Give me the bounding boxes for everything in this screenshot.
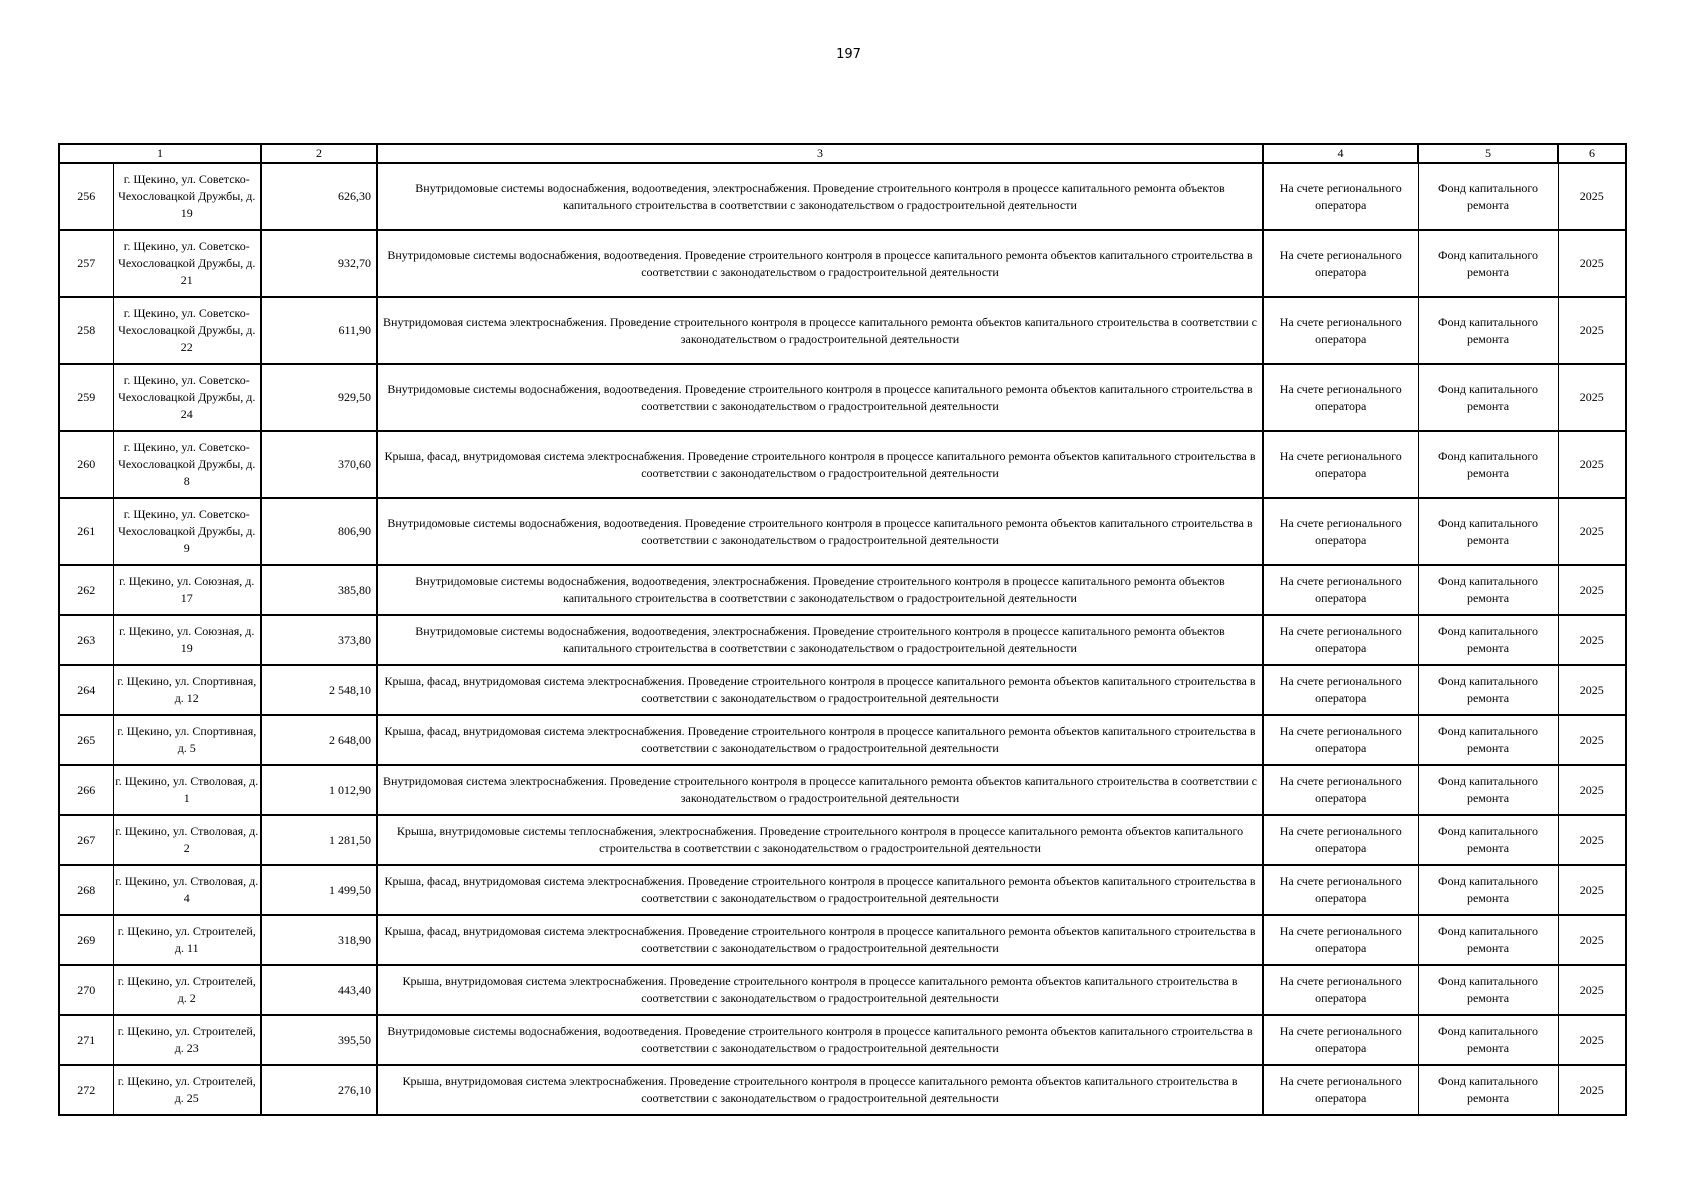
area-cell: 370,60 — [261, 431, 377, 498]
row-number: 262 — [59, 565, 113, 615]
account-cell: На счете регионального оператора — [1263, 615, 1418, 665]
area-cell: 1 499,50 — [261, 865, 377, 915]
year-cell: 2025 — [1558, 615, 1626, 665]
year-cell: 2025 — [1558, 431, 1626, 498]
year-cell: 2025 — [1558, 915, 1626, 965]
area-cell: 929,50 — [261, 364, 377, 431]
address-cell: г. Щекино, ул. Стволовая, д. 1 — [113, 765, 261, 815]
account-cell: На счете регионального оператора — [1263, 965, 1418, 1015]
row-number: 265 — [59, 715, 113, 765]
table-row — [59, 965, 1626, 1015]
table-row — [59, 297, 1626, 364]
area-cell: 806,90 — [261, 498, 377, 565]
table-row — [59, 1015, 1626, 1065]
column-number-row — [59, 144, 1626, 163]
area-cell: 626,30 — [261, 163, 377, 230]
table-row — [59, 364, 1626, 431]
area-cell: 318,90 — [261, 915, 377, 965]
address-cell: г. Щекино, ул. Спортивная, д. 12 — [113, 665, 261, 715]
account-cell: На счете регионального оператора — [1263, 1065, 1418, 1115]
works-description-cell: Крыша, фасад, внутридомовая система электроснабжения. Проведение строительного контроля в процессе капитального ремонта объектов капитального строительства в соответствии с законодательством о градостроительной деятельности — [377, 865, 1263, 915]
row-number: 258 — [59, 297, 113, 364]
works-description-cell: Крыша, фасад, внутридомовая система электроснабжения. Проведение строительного контроля в процессе капитального ремонта объектов капитального строительства в соответствии с законодательством о градостроительной деятельности — [377, 715, 1263, 765]
works-description-cell: Крыша, внутридомовая система электроснабжения. Проведение строительного контроля в процессе капитального ремонта объектов капитального строительства в соответствии с законодательством о градостроительной деятельности — [377, 965, 1263, 1015]
funding-source-cell: Фонд капитального ремонта — [1418, 915, 1558, 965]
area-cell: 373,80 — [261, 615, 377, 665]
year-cell: 2025 — [1558, 1065, 1626, 1115]
table-row — [59, 230, 1626, 297]
funding-source-cell: Фонд капитального ремонта — [1418, 1015, 1558, 1065]
row-number: 271 — [59, 1015, 113, 1065]
table-row — [59, 431, 1626, 498]
year-cell: 2025 — [1558, 364, 1626, 431]
column-number-header: 3 — [377, 144, 1263, 163]
row-number: 264 — [59, 665, 113, 715]
column-number-header: 6 — [1558, 144, 1626, 163]
works-description-cell: Крыша, фасад, внутридомовая система электроснабжения. Проведение строительного контроля в процессе капитального ремонта объектов капитального строительства в соответствии с законодательством о градостроительной деятельности — [377, 915, 1263, 965]
year-cell: 2025 — [1558, 565, 1626, 615]
address-cell: г. Щекино, ул. Строителей, д. 23 — [113, 1015, 261, 1065]
row-number: 256 — [59, 163, 113, 230]
row-number: 257 — [59, 230, 113, 297]
table-row — [59, 498, 1626, 565]
row-number: 263 — [59, 615, 113, 665]
row-number: 267 — [59, 815, 113, 865]
funding-source-cell: Фонд капитального ремонта — [1418, 965, 1558, 1015]
funding-source-cell: Фонд капитального ремонта — [1418, 1065, 1558, 1115]
area-cell: 932,70 — [261, 230, 377, 297]
funding-source-cell: Фонд капитального ремонта — [1418, 230, 1558, 297]
address-cell: г. Щекино, ул. Союзная, д. 19 — [113, 615, 261, 665]
area-cell: 385,80 — [261, 565, 377, 615]
address-cell: г. Щекино, ул. Советско-Чехословацкой Дружбы, д. 24 — [113, 364, 261, 431]
funding-source-cell: Фонд капитального ремонта — [1418, 665, 1558, 715]
area-cell: 611,90 — [261, 297, 377, 364]
table-row — [59, 1065, 1626, 1115]
account-cell: На счете регионального оператора — [1263, 364, 1418, 431]
address-cell: г. Щекино, ул. Спортивная, д. 5 — [113, 715, 261, 765]
works-description-cell: Крыша, внутридомовая система электроснабжения. Проведение строительного контроля в процессе капитального ремонта объектов капитального строительства в соответствии с законодательством о градостроительной деятельности — [377, 1065, 1263, 1115]
area-cell: 1 281,50 — [261, 815, 377, 865]
works-description-cell: Внутридомовая система электроснабжения. Проведение строительного контроля в процессе капитального ремонта объектов капитального строительства в соответствии с законодательством о градостроительной деятельности — [377, 297, 1263, 364]
table-row — [59, 765, 1626, 815]
account-cell: На счете регионального оператора — [1263, 565, 1418, 615]
table-row — [59, 865, 1626, 915]
area-cell: 2 548,10 — [261, 665, 377, 715]
funding-source-cell: Фонд капитального ремонта — [1418, 431, 1558, 498]
row-number: 268 — [59, 865, 113, 915]
funding-source-cell: Фонд капитального ремонта — [1418, 615, 1558, 665]
account-cell: На счете регионального оператора — [1263, 431, 1418, 498]
column-number-header: 2 — [261, 144, 377, 163]
year-cell: 2025 — [1558, 815, 1626, 865]
page-number: 197 — [836, 47, 861, 62]
funding-source-cell: Фонд капитального ремонта — [1418, 163, 1558, 230]
area-cell: 443,40 — [261, 965, 377, 1015]
works-description-cell: Внутридомовые системы водоснабжения, водоотведения. Проведение строительного контроля в процессе капитального ремонта объектов капитального строительства в соответствии с законодательством о градостроительной деятельности — [377, 364, 1263, 431]
works-description-cell: Крыша, фасад, внутридомовая система электроснабжения. Проведение строительного контроля в процессе капитального ремонта объектов капитального строительства в соответствии с законодательством о градостроительной деятельности — [377, 665, 1263, 715]
works-description-cell: Внутридомовые системы водоснабжения, водоотведения, электроснабжения. Проведение строительного контроля в процессе капитального ремонта объектов капитального строительства в соответствии с законодательством о градостроительной деятельности — [377, 163, 1263, 230]
address-cell: г. Щекино, ул. Союзная, д. 17 — [113, 565, 261, 615]
row-number: 259 — [59, 364, 113, 431]
row-number: 269 — [59, 915, 113, 965]
year-cell: 2025 — [1558, 965, 1626, 1015]
account-cell: На счете регионального оператора — [1263, 915, 1418, 965]
column-number-header: 4 — [1263, 144, 1418, 163]
table-row — [59, 565, 1626, 615]
account-cell: На счете регионального оператора — [1263, 715, 1418, 765]
works-description-cell: Внутридомовые системы водоснабжения, водоотведения. Проведение строительного контроля в процессе капитального ремонта объектов капитального строительства в соответствии с законодательством о градостроительной деятельности — [377, 1015, 1263, 1065]
address-cell: г. Щекино, ул. Советско-Чехословацкой Дружбы, д. 9 — [113, 498, 261, 565]
table-body — [59, 163, 1626, 1115]
address-cell: г. Щекино, ул. Стволовая, д. 2 — [113, 815, 261, 865]
works-description-cell: Внутридомовые системы водоснабжения, водоотведения, электроснабжения. Проведение строительного контроля в процессе капитального ремонта объектов капитального строительства в соответствии с законодательством о градостроительной деятельности — [377, 565, 1263, 615]
area-cell: 1 012,90 — [261, 765, 377, 815]
year-cell: 2025 — [1558, 765, 1626, 815]
year-cell: 2025 — [1558, 865, 1626, 915]
account-cell: На счете регионального оператора — [1263, 498, 1418, 565]
address-cell: г. Щекино, ул. Строителей, д. 11 — [113, 915, 261, 965]
account-cell: На счете регионального оператора — [1263, 230, 1418, 297]
funding-source-cell: Фонд капитального ремонта — [1418, 715, 1558, 765]
address-cell: г. Щекино, ул. Советско-Чехословацкой Дружбы, д. 21 — [113, 230, 261, 297]
account-cell: На счете регионального оператора — [1263, 297, 1418, 364]
year-cell: 2025 — [1558, 665, 1626, 715]
funding-source-cell: Фонд капитального ремонта — [1418, 865, 1558, 915]
address-cell: г. Щекино, ул. Советско-Чехословацкой Дружбы, д. 8 — [113, 431, 261, 498]
table-row — [59, 665, 1626, 715]
account-cell: На счете регионального оператора — [1263, 665, 1418, 715]
funding-source-cell: Фонд капитального ремонта — [1418, 364, 1558, 431]
funding-source-cell: Фонд капитального ремонта — [1418, 765, 1558, 815]
account-cell: На счете регионального оператора — [1263, 765, 1418, 815]
account-cell: На счете регионального оператора — [1263, 865, 1418, 915]
funding-source-cell: Фонд капитального ремонта — [1418, 565, 1558, 615]
area-cell: 2 648,00 — [261, 715, 377, 765]
year-cell: 2025 — [1558, 1015, 1626, 1065]
works-description-cell: Крыша, фасад, внутридомовая система электроснабжения. Проведение строительного контроля в процессе капитального ремонта объектов капитального строительства в соответствии с законодательством о градостроительной деятельности — [377, 431, 1263, 498]
year-cell: 2025 — [1558, 297, 1626, 364]
table-row — [59, 163, 1626, 230]
funding-source-cell: Фонд капитального ремонта — [1418, 297, 1558, 364]
works-description-cell: Внутридомовые системы водоснабжения, водоотведения. Проведение строительного контроля в процессе капитального ремонта объектов капитального строительства в соответствии с законодательством о градостроительной деятельности — [377, 498, 1263, 565]
address-cell: г. Щекино, ул. Советско-Чехословацкой Дружбы, д. 22 — [113, 297, 261, 364]
column-number-header: 5 — [1418, 144, 1558, 163]
table-row — [59, 915, 1626, 965]
table-row — [59, 815, 1626, 865]
works-description-cell: Внутридомовые системы водоснабжения, водоотведения, электроснабжения. Проведение строительного контроля в процессе капитального ремонта объектов капитального строительства в соответствии с законодательством о градостроительной деятельности — [377, 615, 1263, 665]
area-cell: 276,10 — [261, 1065, 377, 1115]
table-row — [59, 615, 1626, 665]
account-cell: На счете регионального оператора — [1263, 815, 1418, 865]
row-number: 266 — [59, 765, 113, 815]
year-cell: 2025 — [1558, 163, 1626, 230]
area-cell: 395,50 — [261, 1015, 377, 1065]
year-cell: 2025 — [1558, 230, 1626, 297]
works-description-cell: Внутридомовые системы водоснабжения, водоотведения. Проведение строительного контроля в процессе капитального ремонта объектов капитального строительства в соответствии с законодательством о градостроительной деятельности — [377, 230, 1263, 297]
year-cell: 2025 — [1558, 715, 1626, 765]
table-row — [59, 715, 1626, 765]
address-cell: г. Щекино, ул. Строителей, д. 2 — [113, 965, 261, 1015]
account-cell: На счете регионального оператора — [1263, 1015, 1418, 1065]
column-number-header: 1 — [59, 144, 261, 163]
year-cell: 2025 — [1558, 498, 1626, 565]
repair-plan-table — [58, 143, 1627, 1116]
funding-source-cell: Фонд капитального ремонта — [1418, 815, 1558, 865]
works-description-cell: Внутридомовая система электроснабжения. Проведение строительного контроля в процессе капитального ремонта объектов капитального строительства в соответствии с законодательством о градостроительной деятельности — [377, 765, 1263, 815]
address-cell: г. Щекино, ул. Советско-Чехословацкой Дружбы, д. 19 — [113, 163, 261, 230]
address-cell: г. Щекино, ул. Стволовая, д. 4 — [113, 865, 261, 915]
row-number: 261 — [59, 498, 113, 565]
row-number: 272 — [59, 1065, 113, 1115]
row-number: 260 — [59, 431, 113, 498]
account-cell: На счете регионального оператора — [1263, 163, 1418, 230]
works-description-cell: Крыша, внутридомовые системы теплоснабжения, электроснабжения. Проведение строительного контроля в процессе капитального ремонта объектов капитального строительства в соответствии с законодательством о градостроительной деятельности — [377, 815, 1263, 865]
row-number: 270 — [59, 965, 113, 1015]
address-cell: г. Щекино, ул. Строителей, д. 25 — [113, 1065, 261, 1115]
funding-source-cell: Фонд капитального ремонта — [1418, 498, 1558, 565]
